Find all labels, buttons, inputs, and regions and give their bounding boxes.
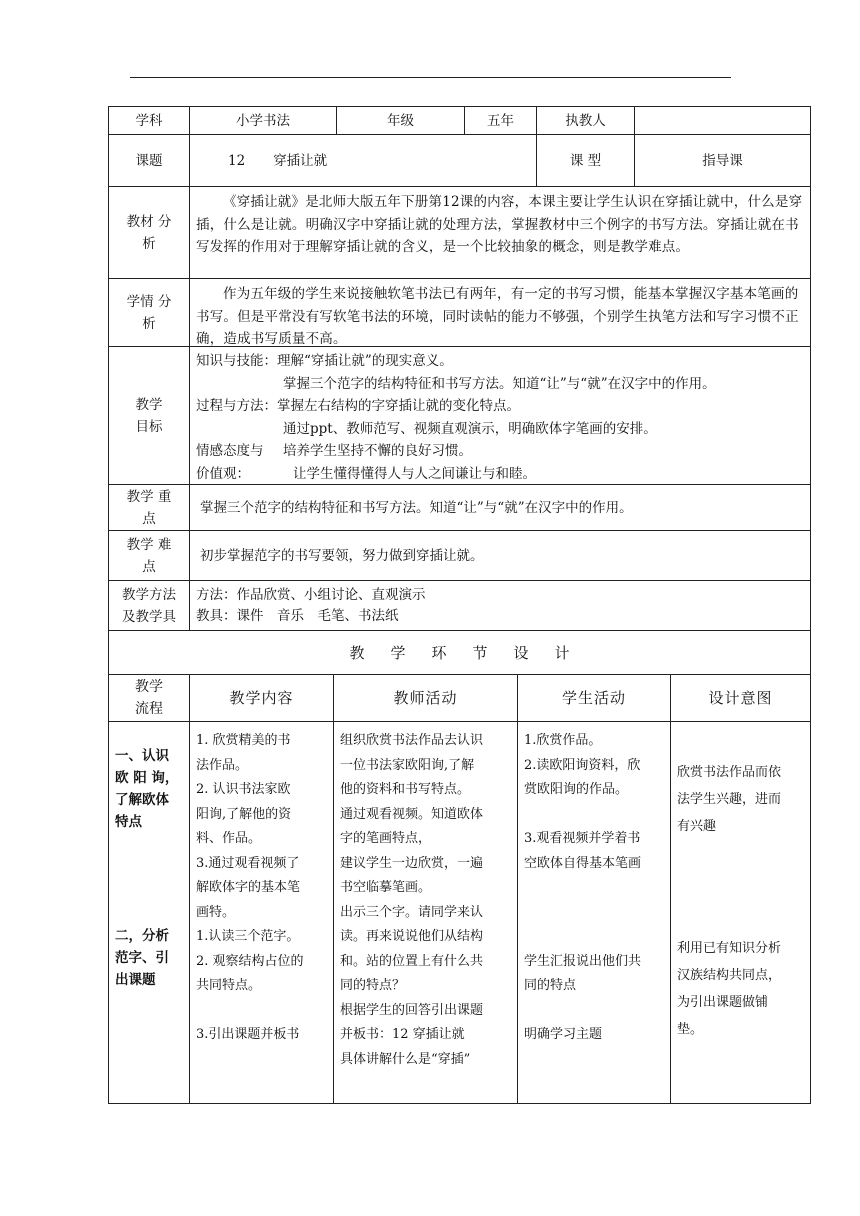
student-line — [524, 901, 664, 926]
teacher-line: 建议学生一边欣赏，一遍 — [340, 855, 484, 871]
student-line — [524, 803, 664, 828]
difficulty-text: 初步掌握范字的书写要领，努力做到穿插让就。 — [200, 547, 484, 564]
student-line — [524, 876, 664, 901]
student-line — [524, 999, 664, 1024]
goal-line: 掌握三个范字的结构特征和书写方法。知道“让”与“就”在汉字中的作用。 — [283, 375, 716, 392]
key-point-text: 掌握三个范字的结构特征和书写方法。知道“让”与“就”在汉字中的作用。 — [200, 499, 633, 516]
content-line: 料、作品。 — [196, 831, 262, 846]
content-line: 2. 认识书法家欧 — [196, 782, 291, 797]
teacher-line: 字的笔画特点， — [340, 831, 432, 846]
topic-name: 穿插让就 — [273, 152, 328, 169]
content-line — [196, 999, 327, 1024]
difficulty-label: 教学 难 点 — [126, 536, 172, 575]
subject-value: 小学书法 — [236, 112, 290, 129]
student-line: 同的特点 — [524, 978, 577, 993]
type-value: 指导课 — [702, 152, 743, 169]
student-header: 学生活动 — [561, 689, 626, 707]
content-line: 共同特点。 — [196, 978, 262, 993]
content-line: 1. 欣赏精美的书 — [196, 733, 291, 748]
topic-title — [190, 135, 536, 186]
methods-label: 教学方法 及教学具 — [122, 586, 176, 625]
intent-line — [677, 921, 804, 935]
goal-line: 知识与技能：理解“穿插让就”的现实意义。 — [196, 353, 453, 369]
teacher-line: 他的资料和书写特点。 — [340, 782, 471, 797]
content-line: 阳询,了解他的资 — [196, 806, 292, 822]
topic-number: 12 — [228, 152, 246, 169]
intent-line: 有兴趣 — [677, 819, 717, 834]
student-line: 2.读欧阳询资料，欣 — [524, 757, 641, 773]
teacher-line: 和。站的位置上有什么共 — [340, 953, 484, 969]
material-label: 教材 分 析 — [126, 213, 172, 252]
content-line: 3.引出课题并板书 — [196, 1027, 300, 1042]
intent-line: 汉族结构共同点， — [677, 968, 782, 983]
teacher-line: 具体讲解什么是“穿插” — [340, 1051, 471, 1067]
intent-line: 法学生兴趣，进而 — [677, 792, 782, 807]
teacher-line: 组织欣赏书法作品去认识 — [340, 733, 484, 748]
teacher-line: 出示三个字。请同学来认 — [340, 904, 484, 920]
goal-line: 情感态度与 培养学生坚持不懈的良好习惯。 — [196, 443, 472, 459]
teacher-line: 同的特点？ — [340, 978, 406, 993]
student-line: 明确学习主题 — [524, 1027, 603, 1042]
content-column — [190, 727, 333, 1050]
content-line: 3.通过观看视频了 — [196, 855, 300, 871]
intent-line — [677, 840, 804, 867]
subject-label: 学科 — [135, 112, 163, 129]
intent-header: 设计意图 — [708, 689, 773, 707]
material-text: 《穿插让就》是北师大版五年下册第12课的内容，本课主要让学生认识在穿插让就中，什么是穿插，什么是让就。明确汉字中穿插让就的处理方法，掌握教材中三个例字的书写方法。穿插让就在书写发挥的作用对于理解穿插让就的含义，是一个比较抽象的概念，则是教学难点。 — [196, 194, 803, 255]
stage-1: 一、认识 欧 阳 询， 了解欧体 特点 — [115, 748, 179, 830]
intent-line: 为引出课题做铺 — [677, 995, 769, 1010]
flow-header: 教学 流程 — [135, 679, 163, 717]
teacher-line: 一位书法家欧阳询,了解 — [340, 757, 475, 773]
intent-line — [677, 867, 804, 894]
teacher-line: 书空临摹笔画。 — [340, 880, 432, 895]
goal-line: 通过ppt、教师范写、视频直观演示，明确欧体字笔画的安排。 — [283, 420, 657, 437]
teacher-value — [635, 107, 810, 134]
teacher-header: 教师活动 — [393, 689, 458, 707]
student-column — [518, 727, 670, 1050]
goal-line: 价值观： 让学生懂得懂得人与人之间谦让与和睦。 — [196, 465, 536, 482]
students-text: 作为五年级的学生来说接触软笔书法已有两年，有一定的书写习惯，能基本掌握汉字基本笔画的书写。但是平常没有写软笔书法的环境，同时读帖的能力不够强，个别学生执笔方法和写字习惯不正确，造成书写质量不高。 — [196, 286, 799, 347]
goals-label: 教学 目标 — [135, 396, 163, 435]
student-line: 赏欧阳询的作品。 — [524, 782, 629, 797]
content-line: 解欧体字的基本笔 — [196, 880, 301, 895]
intent-line: 垫。 — [677, 1022, 704, 1037]
student-line — [524, 925, 664, 950]
student-line: 3.观看视频并学着书 — [524, 831, 641, 846]
intent-line — [677, 894, 804, 921]
content-line: 1.认读三个范字。 — [196, 929, 300, 944]
teacher-line: 通过观看视频。知道欧体 — [340, 806, 484, 822]
key-point-label: 教学 重 点 — [126, 488, 172, 527]
intent-line: 欣赏书法作品而依 — [677, 765, 782, 780]
content-line: 法作品。 — [196, 757, 249, 773]
stage-2: 二，分析 范字、引 出课题 — [115, 928, 169, 988]
teacher-line: 读。再来说说他们从结构 — [340, 929, 484, 944]
goal-line: 过程与方法：掌握左右结构的字穿插让就的变化特点。 — [196, 398, 520, 414]
students-label: 学情 分 析 — [126, 293, 172, 332]
teacher-line: 根据学生的回答引出课题 — [340, 1002, 484, 1018]
intent-line — [677, 732, 804, 759]
intent-line: 利用已有知识分析 — [677, 941, 782, 956]
student-line: 学生汇报说出他们共 — [524, 953, 642, 969]
goals-text — [190, 347, 810, 484]
methods-text: 方法：作品欣赏、小组讨论、直观演示 教具：课件 音乐 毛笔、书法纸 — [196, 587, 426, 624]
teacher-column — [334, 727, 517, 1074]
teacher-label: 执教人 — [565, 112, 606, 129]
design-title: 教学环节设计 — [349, 643, 596, 662]
topic-label: 课题 — [135, 152, 163, 169]
intent-column — [671, 730, 810, 1045]
content-line: 画特。 — [196, 904, 236, 920]
type-label: 课 型 — [569, 152, 602, 169]
grade-label: 年级 — [387, 112, 414, 129]
student-line: 1.欣赏作品。 — [524, 733, 602, 748]
content-line: 2. 观察结构占位的 — [196, 953, 304, 969]
student-line: 空欧体自得基本笔画 — [524, 855, 642, 871]
teacher-line: 并板书：12 穿插让就 — [340, 1027, 465, 1042]
content-header: 教学内容 — [229, 689, 294, 707]
grade-value: 五年 — [487, 112, 514, 129]
